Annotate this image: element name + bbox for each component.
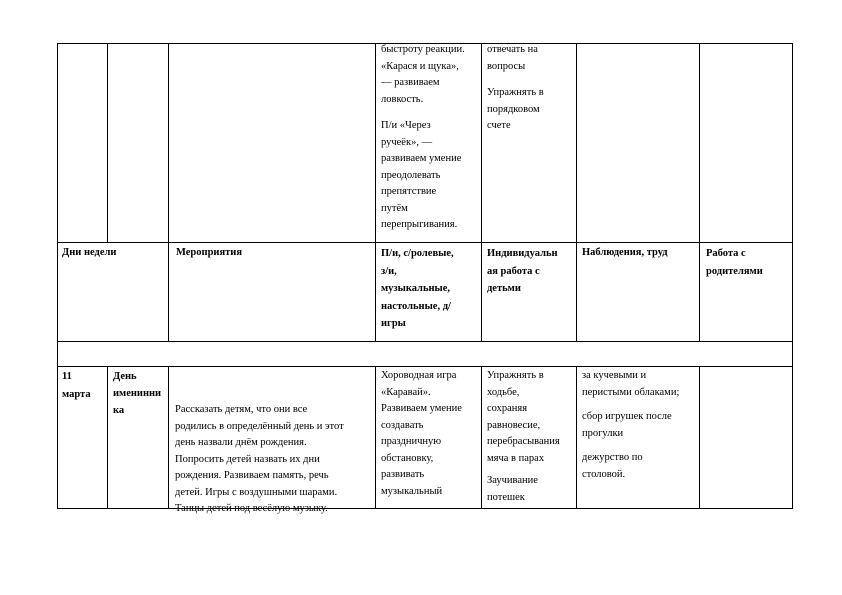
text-line: обстановку, — [381, 452, 434, 464]
text-line: — развиваем — [381, 77, 440, 88]
text-line: развивать — [381, 469, 425, 480]
text-line: счете — [487, 120, 511, 131]
header-line: родителями — [706, 265, 763, 277]
text-line: столовой. — [582, 468, 626, 480]
header-line: ая работа с — [487, 265, 540, 277]
header-games — [381, 245, 477, 333]
text-line: быстроту реакции. — [381, 44, 465, 55]
text-line: П/и «Через — [381, 120, 431, 131]
text-line: сбор игрушек после — [582, 411, 672, 422]
text-line: родились в определённый день и этот — [175, 420, 344, 432]
text-line: ходьбе, — [487, 386, 520, 398]
row-observation — [582, 368, 698, 483]
text-line: путём — [381, 202, 408, 214]
text-line: Рассказать детям, что они все — [175, 404, 308, 415]
col-line — [699, 366, 700, 509]
text-line: Заучивание — [487, 475, 538, 486]
header-line: Индивидуальн — [487, 248, 558, 259]
col-line — [168, 366, 169, 509]
header-line: з/и, — [381, 265, 397, 277]
title-line: ка — [113, 405, 125, 416]
header-parents — [706, 245, 790, 280]
title-line: День — [113, 371, 137, 382]
text-line: за кучевыми и — [582, 370, 647, 381]
text-line: ручеёк», — — [381, 136, 433, 148]
text-line: порядковом — [487, 103, 540, 115]
text-line: «Каравай». — [381, 386, 431, 398]
text-line: Хороводная игра — [381, 370, 457, 381]
col-line — [107, 43, 108, 242]
text-line: перебрасывания — [487, 436, 560, 447]
col-line — [375, 366, 376, 509]
text-line: Развиваем умение — [381, 403, 462, 414]
header-line: игры — [381, 318, 406, 329]
continuation-games-cell — [381, 42, 477, 234]
text-line: рождения. Развиваем память, речь — [175, 470, 329, 481]
text-line: препятствие — [381, 186, 437, 197]
text-line: детей. Игры с воздушными шарами. — [175, 486, 338, 498]
text-line: Упражнять в — [487, 87, 544, 98]
row-events — [175, 402, 374, 518]
header-events — [176, 245, 372, 262]
col-line — [168, 43, 169, 342]
text-line: преодолевать — [381, 169, 441, 181]
row-individual — [487, 368, 575, 506]
text-line: потешек — [487, 491, 525, 503]
col-line — [107, 366, 108, 509]
header-line: настольные, д/ — [381, 300, 451, 312]
header-label: Наблюдения, труд — [582, 247, 668, 258]
title-line: именинни — [113, 388, 162, 399]
text-line: ловкость. — [381, 93, 424, 105]
header-label: Мероприятия — [176, 247, 243, 258]
text-line: перистыми облаками; — [582, 386, 680, 398]
header-line: детьми — [487, 283, 521, 294]
date-line: марта — [62, 389, 91, 400]
text-line: прогулки — [582, 427, 624, 439]
text-line: вопросы — [487, 60, 526, 72]
text-line: перепрыгивания. — [381, 219, 458, 230]
col-line — [576, 43, 577, 342]
col-line — [481, 43, 482, 342]
text-line: Попросить детей назвать их дни — [175, 453, 320, 465]
text-line: Упражнять в — [487, 370, 544, 381]
col-line — [57, 43, 58, 509]
text-line: отвечать на — [487, 44, 538, 55]
text-line: равновесие, — [487, 419, 541, 431]
col-line — [699, 43, 700, 342]
text-line: «Карася и щука», — [381, 60, 459, 72]
row-day-title — [113, 368, 167, 419]
continuation-individual-cell — [487, 42, 575, 135]
text-line: мяча в парах — [487, 452, 545, 464]
col-line — [481, 366, 482, 509]
header-line: П/и, с/ролевые, — [381, 248, 454, 259]
header-line: музыкальные, — [381, 283, 451, 294]
date-line: 11 — [62, 371, 72, 382]
col-line — [792, 43, 793, 509]
row-date — [62, 368, 106, 404]
text-line: музыкальный — [381, 485, 443, 497]
text-line: развиваем умение — [381, 153, 462, 164]
header-label: Дни недели — [62, 247, 117, 258]
text-line: создавать — [381, 419, 424, 431]
col-line — [576, 366, 577, 509]
header-individual — [487, 245, 575, 298]
text-line: праздничную — [381, 436, 442, 447]
header-observation — [582, 245, 698, 262]
text-line: Танцы детей под весёлую музыку. — [175, 503, 328, 514]
text-line: сохраняя — [487, 403, 528, 414]
row-games — [381, 368, 477, 500]
header-day-of-week — [62, 245, 166, 262]
text-line: дежурство по — [582, 452, 643, 463]
col-line — [375, 43, 376, 342]
header-line: Работа с — [706, 248, 746, 259]
text-line: день назвали днём рождения. — [175, 437, 307, 448]
